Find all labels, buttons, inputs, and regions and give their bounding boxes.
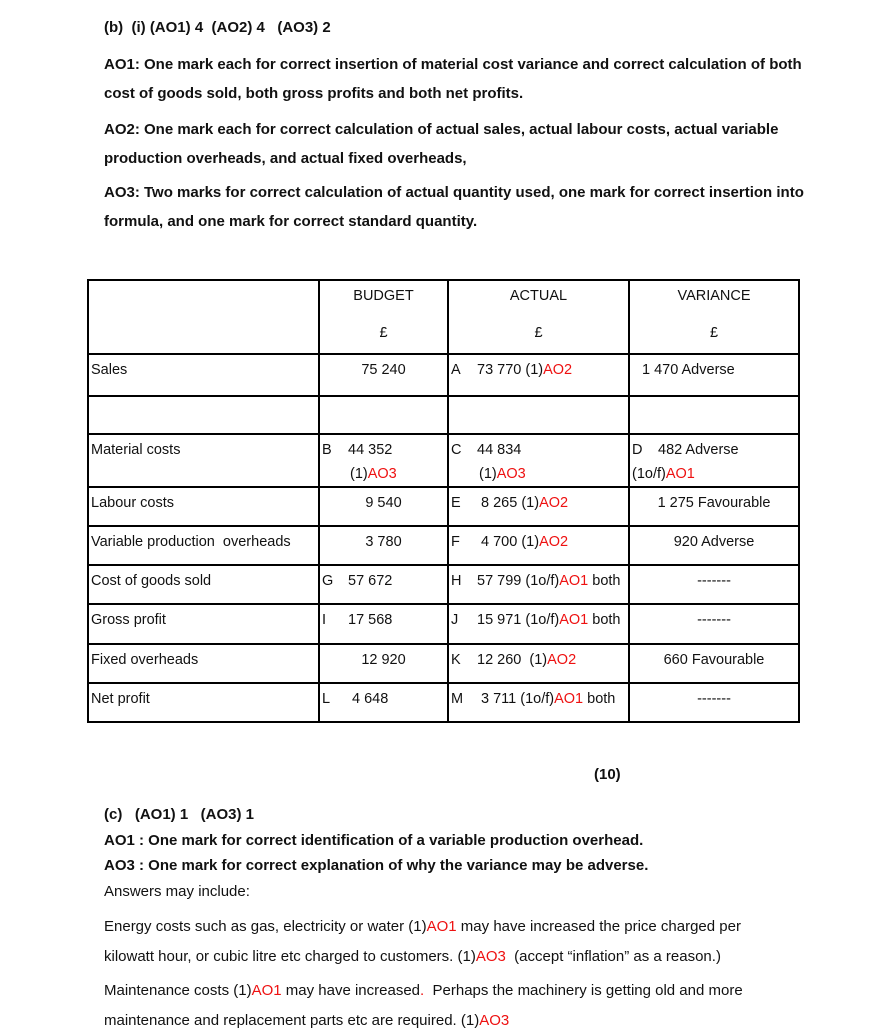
fixed-variance-cell: 660 Favourable [629, 644, 799, 683]
labour-variance-cell: 1 275 Favourable [629, 487, 799, 526]
table-row-sales [88, 354, 799, 396]
varprod-variance-cell: 920 Adverse [629, 526, 799, 565]
labour-budget-cell: 9 540 [319, 487, 448, 526]
net-variance-cell: ------- [629, 683, 799, 722]
question-c-heading: (c) (AO1) 1 (AO3) 1 [104, 806, 255, 823]
spacer-actual-cell [448, 396, 629, 434]
table-row-net [88, 683, 799, 722]
varprod-budget-cell: 3 780 [319, 526, 448, 565]
table-header-row [88, 280, 799, 354]
fixed-budget-cell: 12 920 [319, 644, 448, 683]
gross-actual-cell: J 15 971 (1o/f)AO1 both [448, 604, 629, 644]
label-sales: Sales [88, 354, 319, 396]
table-row-spacer [88, 396, 799, 434]
label-net: Net profit [88, 683, 319, 722]
header-actual: ACTUAL £ [448, 280, 629, 354]
marks-total: (10) [594, 766, 621, 783]
fixed-actual-cell: K 12 260 (1)AO2 [448, 644, 629, 683]
pound-symbol: £ [379, 325, 388, 341]
material-variance-cell: D 482 Adverse (1o/f)AO1 [629, 434, 799, 487]
label-gross: Gross profit [88, 604, 319, 644]
question-c-section [87, 802, 857, 904]
table-row-gross [88, 604, 799, 644]
ao1-note: AO1: One mark each for correct insertion of material cost variance and correct calculation of both cost of goods sold, both gross profits and both net profits. [104, 56, 802, 102]
header-budget: BUDGET £ [319, 280, 448, 354]
variance-table [87, 279, 800, 723]
varprod-actual-cell: F 4 700 (1)AO2 [448, 526, 629, 565]
gross-budget-cell: I 17 568 [319, 604, 448, 644]
question-b-heading: (b) (i) (AO1) 4 (AO2) 4 (AO3) 2 [104, 19, 331, 36]
label-varprod: Variable production overheads [88, 526, 319, 565]
label-material: Material costs [88, 434, 319, 487]
c-ao3-note: AO3 : One mark for correct explanation of why the variance may be adverse. [104, 857, 649, 874]
ao2-note: AO2: One mark each for correct calculation of actual sales, actual labour costs, actual variable production overheads, and actual fixed overheads, [104, 121, 779, 167]
sales-actual-cell: A 73 770 (1)AO2 [448, 354, 629, 396]
pound-symbol: £ [709, 325, 719, 341]
spacer-budget-cell [319, 396, 448, 434]
label-cogs: Cost of goods sold [88, 565, 319, 604]
net-actual-cell: M 3 711 (1o/f)AO1 both [448, 683, 629, 722]
gross-variance-cell: ------- [629, 604, 799, 644]
answer-energy-costs: Energy costs such as gas, electricity or water (1)AO1 may have increased the price charged per kilowatt hour, or cubic litre etc charged to customers. (1)AO3 (accept “inflation” as a reason.) [104, 918, 741, 965]
c-answers-intro: Answers may include: [104, 882, 250, 900]
header-blank-cell [88, 280, 319, 354]
table-row-labour [88, 487, 799, 526]
sales-variance-cell: 1 470 Adverse [629, 354, 799, 396]
cogs-variance-cell: ------- [629, 565, 799, 604]
table-row-varprod [88, 526, 799, 565]
ao3-note: AO3: Two marks for correct calculation of actual quantity used, one mark for correct insertion into formula, and one mark for correct standard quantity. [104, 184, 804, 230]
cogs-actual-cell: H 57 799 (1o/f)AO1 both [448, 565, 629, 604]
label-spacer [88, 396, 319, 434]
header-variance: VARIANCE £ [629, 280, 799, 354]
c-ao1-note: AO1 : One mark for correct identification of a variable production overhead. [104, 831, 644, 849]
label-fixed: Fixed overheads [88, 644, 319, 683]
net-budget-cell: L 4 648 [319, 683, 448, 722]
table-row-fixed [88, 644, 799, 683]
sales-budget-cell: 75 240 [319, 354, 448, 396]
material-budget-cell: B 44 352 (1)AO3 [319, 434, 448, 487]
labour-actual-cell: E 8 265 (1)AO2 [448, 487, 629, 526]
table-row-cogs [88, 565, 799, 604]
spacer-variance-cell [629, 396, 799, 434]
table-row-material [88, 434, 799, 487]
answer-maintenance-costs: Maintenance costs (1)AO1 may have increased. Perhaps the machinery is getting old and more maintenance and replacement parts etc are required. (1)AO3 [104, 982, 743, 1029]
cogs-budget-cell: G 57 672 [319, 565, 448, 604]
label-labour: Labour costs [88, 487, 319, 526]
material-actual-cell: C 44 834 (1)AO3 [448, 434, 629, 487]
pound-symbol: £ [534, 325, 543, 341]
